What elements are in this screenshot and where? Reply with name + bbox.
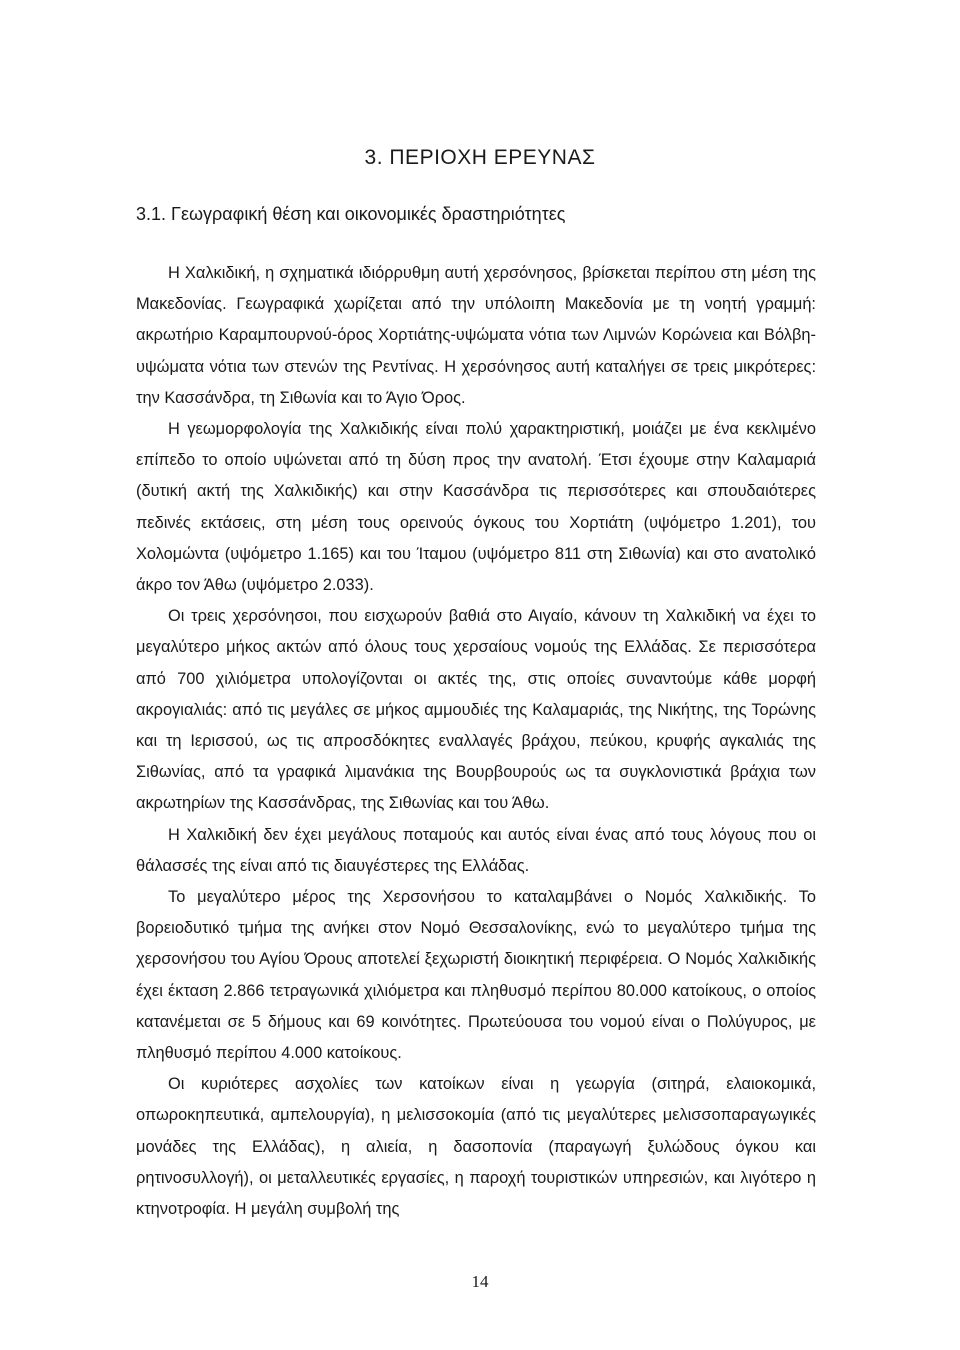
page-number: 14	[471, 1272, 489, 1291]
paragraph: Η Χαλκιδική, η σχηματικά ιδιόρρυθμη αυτή χερσόνησος, βρίσκεται περίπου στη μέση της Μακεδονίας. Γεωγραφικά χωρίζεται από την υπόλοιπη Μακεδονία με τη νοητή γραμμή: ακρωτήριο Καραμπουρνού-όρος Χορτιάτης-υψώματα νότια των Λιμνών Κορώνεια και Βόλβη-υψώματα νότια των στενών της Ρεντίνας. Η χερσόνησος αυτή καταλήγει σε τρεις μικρότερες: την Κασσάνδρα, τη Σιθωνία και το Άγιο Όρος.	[136, 264, 816, 407]
chapter-title: 3. ΠΕΡΙΟΧΗ ΕΡΕΥΝΑΣ	[364, 146, 596, 169]
body-text	[136, 258, 816, 1225]
paragraph: Το μεγαλύτερο μέρος της Χερσονήσου το καταλαμβάνει ο Νομός Χαλκιδικής. Το βορειοδυτικό τμήμα της ανήκει στον Νομό Θεσσαλονίκης, ενώ το μεγαλύτερο τμήμα της χερσονήσου του Αγίου Όρους αποτελεί ξεχωριστή διοικητική περιφέρεια. Ο Νομός Χαλκιδικής έχει έκταση 2.866 τετραγωνικά χιλιόμετρα και πληθυσμό περίπου 80.000 κατοίκους, ο οποίος κατανέμεται σε 5 δήμους και 69 κοινότητες. Πρωτεύουσα του νομού είναι ο Πολύγυρος, με πληθυσμό περίπου 4.000 κατοίκους.	[136, 888, 816, 1063]
paragraph: Οι κυριότερες ασχολίες των κατοίκων είναι η γεωργία (σιτηρά, ελαιοκομικά, οπωροκηπευτικά, αμπελουργία), η μελισσοκομία (από τις μεγαλύτερες μελισσοπαραγωγικές μονάδες της Ελλάδας), η αλιεία, η δασοπονία (παραγωγή ξυλώδους όγκου και ρητινοσυλλογή), οι μεταλλευτικές εργασίες, η παροχή τουριστικών υπηρεσιών, και λιγότερο η κτηνοτροφία. Η μεγάλη συμβολή της	[136, 1075, 816, 1219]
section-title: 3.1. Γεωγραφική θέση και οικονομικές δραστηριότητες	[136, 204, 566, 224]
paragraph: Η γεωμορφολογία της Χαλκιδικής είναι πολύ χαρακτηριστική, μοιάζει με ένα κεκλιμένο επίπεδο το οποίο υψώνεται από τη δύση προς την ανατολή. Έτσι έχουμε στην Καλαμαριά (δυτική ακτή της Χαλκιδικής) και στην Κασσάνδρα τις περισσότερες και σπουδαιότερες πεδινές εκτάσεις, στη μέση τους ορεινούς όγκους του Χορτιάτη (υψόμετρο 1.201), του Χολομώντα (υψόμετρο 1.165) και του Ίταμου (υψόμετρο 811 στη Σιθωνία) και στο ανατολικό άκρο τον Άθω (υψόμετρο 2.033).	[136, 420, 816, 595]
paragraph: Οι τρεις χερσόνησοι, που εισχωρούν βαθιά στο Αιγαίο, κάνουν τη Χαλκιδική να έχει το μεγαλύτερο μήκος ακτών από όλους τους χερσαίους νομούς της Ελλάδας. Σε περισσότερα από 700 χιλιόμετρα υπολογίζονται οι ακτές της, στις οποίες συναντούμε κάθε μορφή ακρογιαλιάς: από τις μεγάλες σε μήκος αμμουδιές της Καλαμαριάς, της Νικήτης, της Τορώνης και τη Ιερισσού, ως τις απροσδόκητες εναλλαγές βράχου, πεύκου, κρυφής αγκαλιάς της Σιθωνίας, από τα γραφικά λιμανάκια της Βουρβουρούς ως τα συγκλονιστικά βράχια των ακρωτηρίων της Κασσάνδρας, της Σιθωνίας και του Άθω.	[136, 607, 816, 813]
paragraph: Η Χαλκιδική δεν έχει μεγάλους ποταμούς και αυτός είναι ένας από τους λόγους που οι θάλασσές της είναι από τις διαυγέστερες της Ελλάδας.	[136, 825, 816, 875]
